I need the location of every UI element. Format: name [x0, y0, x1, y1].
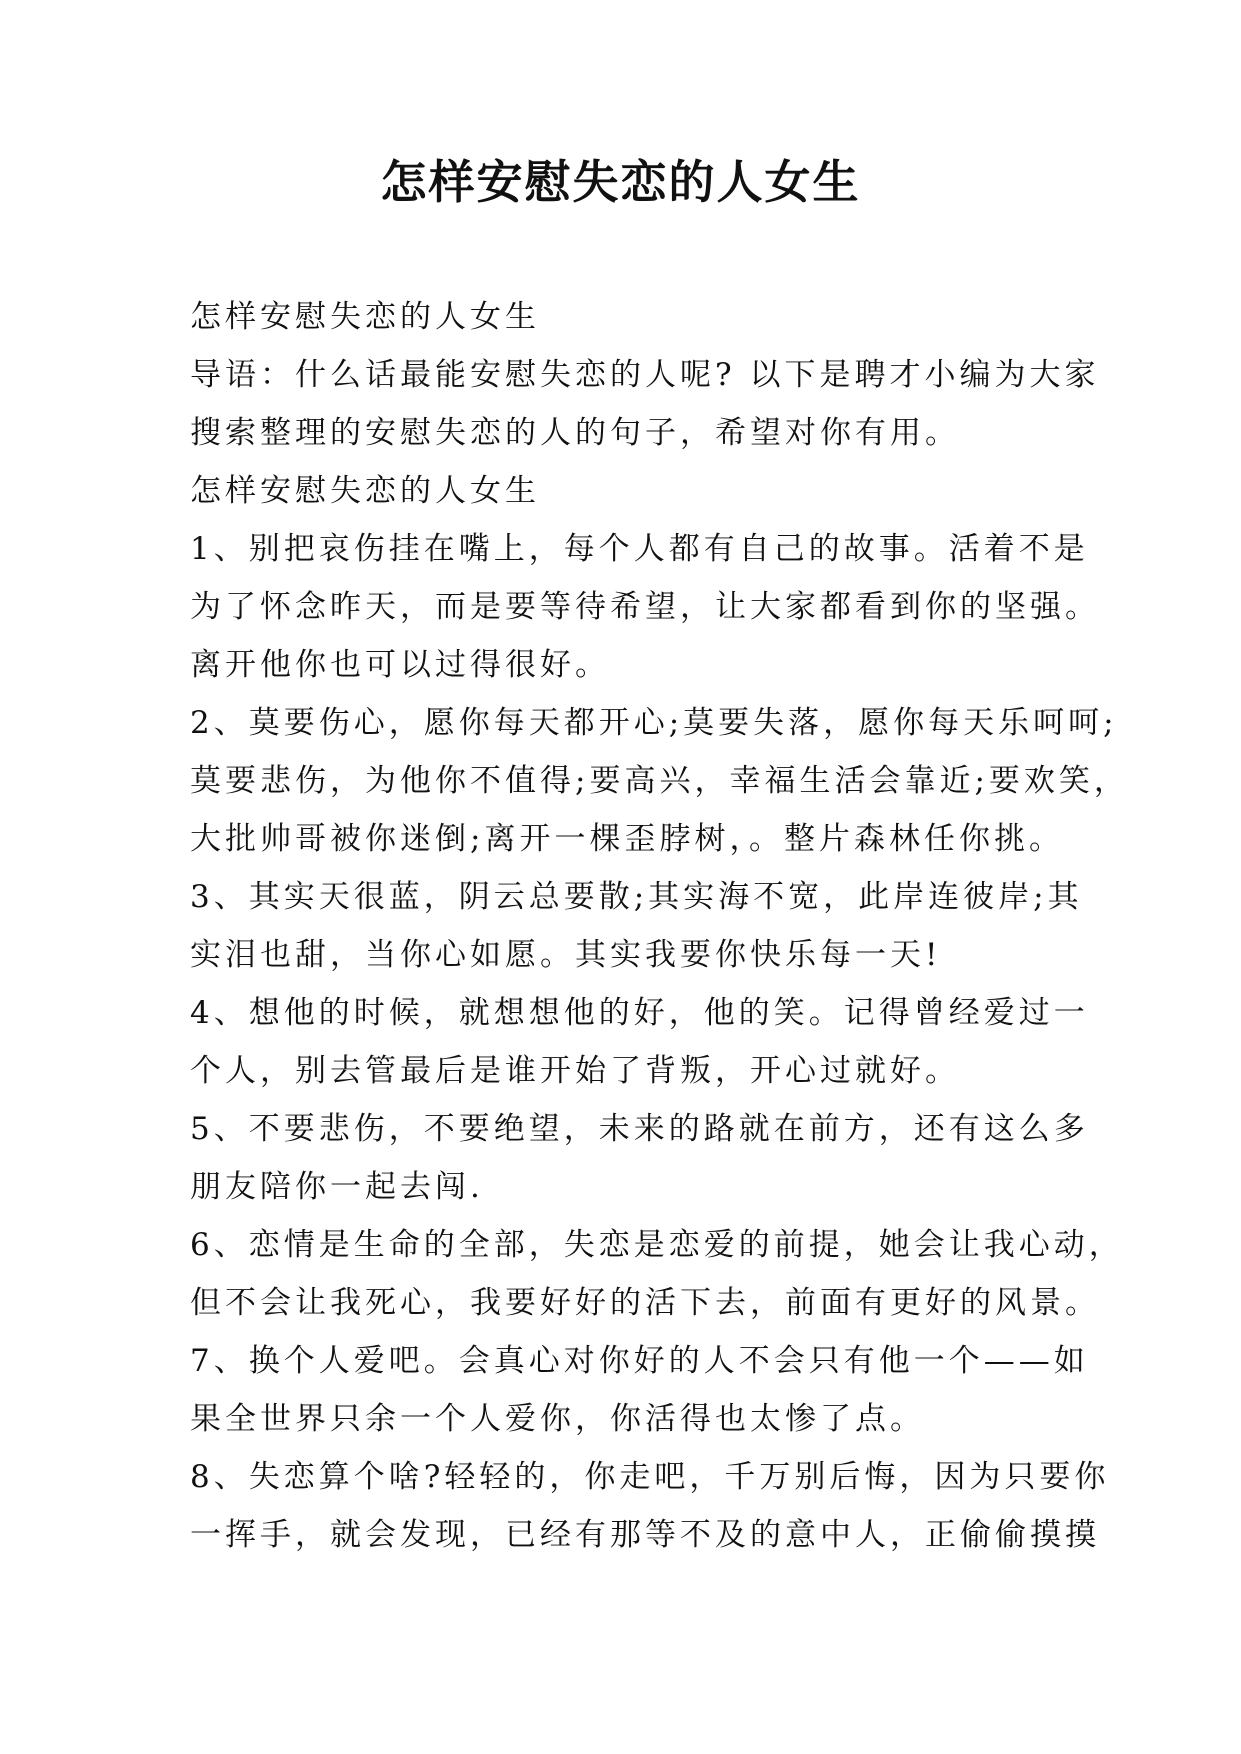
- document-body: [190, 288, 1129, 1564]
- text-line: 5、不要悲伤，不要绝望，未来的路就在前方，还有这么多: [190, 1111, 1089, 1147]
- text-line: 7、换个人爱吧。会真心对你好的人不会只有他一个——如: [190, 1343, 1089, 1379]
- text-line: 实泪也甜，当你心如愿。其实我要你快乐每一天!: [190, 937, 942, 973]
- paragraph-item-7: [190, 1332, 1089, 1448]
- document-title: 怎样安慰失恋的人女生: [380, 155, 861, 209]
- paragraph-subtitle: [190, 288, 1070, 346]
- paragraph-item-5: [190, 1100, 1089, 1216]
- paragraph-section-heading: [190, 462, 1070, 520]
- paragraph-item-8: [190, 1448, 1110, 1564]
- text-line: 搜索整理的安慰失恋的人的句子，希望对你有用。: [190, 415, 960, 451]
- paragraph-intro: [190, 346, 1100, 462]
- paragraph-item-3: [190, 868, 1083, 984]
- text-line: 导语：什么话最能安慰失恋的人呢? 以下是聘才小编为大家: [190, 357, 1100, 393]
- paragraph-item-1: [190, 520, 1100, 694]
- paragraph-item-2: [190, 694, 1129, 868]
- text-line: 但不会让我死心，我要好好的活下去，前面有更好的风景。: [190, 1285, 1100, 1321]
- text-line: 莫要悲伤，为他你不值得;要高兴，幸福生活会靠近;要欢笑，: [190, 763, 1129, 799]
- text-line: 3、其实天很蓝，阴云总要散;其实海不宽，此岸连彼岸;其: [190, 879, 1083, 915]
- text-line: 6、恋情是生命的全部，失恋是恋爱的前提，她会让我心动，: [190, 1227, 1124, 1263]
- text-line: 8、失恋算个啥?轻轻的，你走吧，千万别后悔，因为只要你: [190, 1459, 1110, 1495]
- text-line: 个人，别去管最后是谁开始了背叛，开心过就好。: [190, 1053, 960, 1089]
- paragraph-item-6: [190, 1216, 1124, 1332]
- text-line: 离开他你也可以过得很好。: [190, 647, 610, 683]
- text-line: 怎样安慰失恋的人女生: [190, 473, 540, 509]
- text-line: 怎样安慰失恋的人女生: [190, 299, 540, 335]
- paragraph-item-4: [190, 984, 1089, 1100]
- text-line: 2、莫要伤心，愿你每天都开心;莫要失落，愿你每天乐呵呵;: [190, 705, 1118, 741]
- text-line: 为了怀念昨天，而是要等待希望，让大家都看到你的坚强。: [190, 589, 1100, 625]
- text-line: 果全世界只余一个人爱你，你活得也太惨了点。: [190, 1401, 925, 1437]
- text-line: 4、想他的时候，就想想他的好，他的笑。记得曾经爱过一: [190, 995, 1089, 1031]
- text-line: 大批帅哥被你迷倒;离开一棵歪脖树，。整片森林任你挑。: [190, 821, 1064, 857]
- text-line: 1、别把哀伤挂在嘴上，每个人都有自己的故事。活着不是: [190, 531, 1089, 567]
- text-line: 一挥手，就会发现，已经有那等不及的意中人，正偷偷摸摸: [190, 1517, 1100, 1553]
- text-line: 朋友陪你一起去闯.: [190, 1169, 484, 1205]
